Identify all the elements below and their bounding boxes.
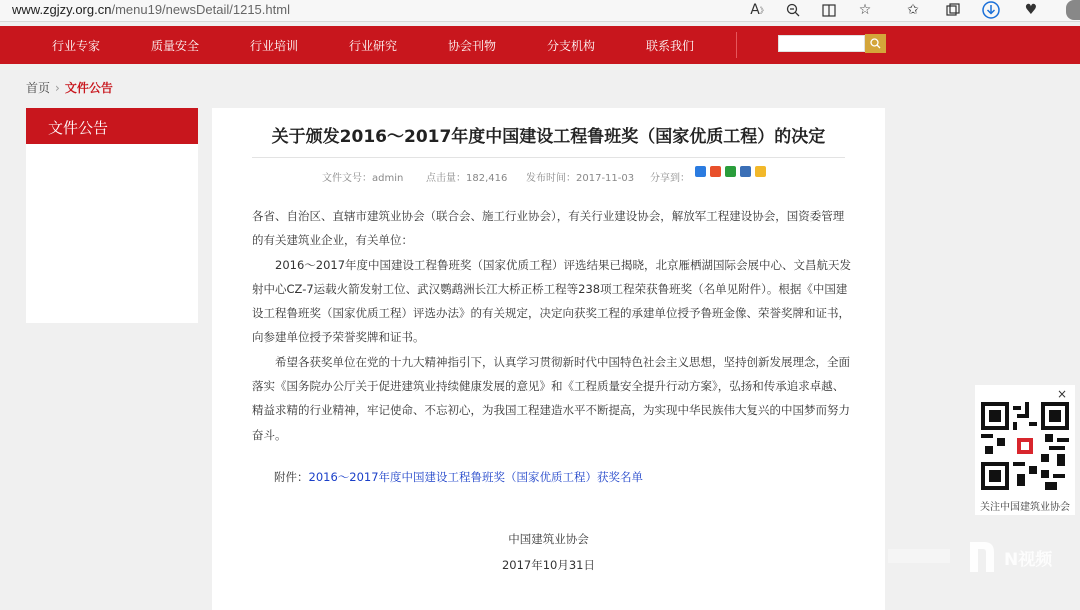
breadcrumb-home[interactable]: 首页 xyxy=(26,81,51,95)
title-divider xyxy=(252,157,845,158)
download-icon[interactable] xyxy=(980,0,1002,20)
sidebar xyxy=(26,108,198,323)
article-body xyxy=(252,204,854,447)
url-path: /menu19/newsDetail/1215.html xyxy=(111,2,290,17)
signer: 中国建筑业协会 xyxy=(508,532,589,546)
favorite-icon[interactable]: ☆ xyxy=(858,2,872,18)
share-plus-icon[interactable] xyxy=(695,166,706,177)
favorites-list-icon[interactable]: ✩ xyxy=(907,2,919,18)
share-weibo-icon[interactable] xyxy=(710,166,721,177)
search-icon xyxy=(870,38,881,49)
meta-doc-no: 文件文号：admin xyxy=(322,173,404,184)
nav-item-contact[interactable]: 联系我们 xyxy=(646,39,695,53)
qr-caption: 关注中国建筑业协会 xyxy=(980,502,1070,513)
browser-toolbar xyxy=(0,0,1080,22)
meta-published: 发布时间：2017-11-03 xyxy=(526,173,635,184)
extensions-icon[interactable]: ♥ xyxy=(1024,2,1038,18)
share-qzone-icon[interactable] xyxy=(755,166,766,177)
chevron-right-icon: › xyxy=(55,81,60,95)
qr-code-icon xyxy=(981,402,1069,490)
main-nav xyxy=(0,26,1080,64)
share-qq-icon[interactable] xyxy=(740,166,751,177)
url-domain: www.zgjzy.org.cn xyxy=(12,2,112,17)
nav-divider xyxy=(736,32,737,58)
sidebar-heading[interactable]: 文件公告 xyxy=(26,108,198,144)
video-logo-icon xyxy=(968,540,996,574)
meta-share-label: 分享到： xyxy=(650,173,690,184)
qr-widget xyxy=(975,385,1075,515)
attachment-link[interactable]: 2016～2017年度中国建设工程鲁班奖（国家优质工程）获奖名单 xyxy=(308,470,644,484)
sign-date: 2017年10月31日 xyxy=(501,558,596,572)
paragraph-hope: 希望各获奖单位在党的十九大精神指引下，认真学习贯彻新时代中国特色社会主义思想，坚持创新发展理念，全面落实《国务院办公厅关于促进建筑业持续健康发展的意见》和《工程质量安全提升行动方案》，弘扬和传承追求卓越、精益求精的行业精神，牢记使命、不忘初心，为我国工程建造水平不断提高，为实现中华民族伟大复兴的中国梦而努力奋斗。 xyxy=(252,354,850,442)
paragraph-announcement: 2016～2017年度中国建设工程鲁班奖（国家优质工程）评选结果已揭晓，北京雁栖湖国际会展中心、文昌航天发射中心CZ-7运载火箭发射工位、武汉鹦鹉洲长江大桥正桥工程等238项工程荣获鲁班奖（名单见附件）。根据《中国建设工程鲁班奖（国家优质工程）评选办法》的有关规定，决定向获奖工程的承建单位授予鲁班金像、荣誉奖牌和证书，向参建单位授予荣誉奖牌和证书。 xyxy=(252,257,852,345)
nav-item-training[interactable]: 行业培训 xyxy=(250,39,299,53)
nav-item-quality-safety[interactable]: 质量安全 xyxy=(151,39,200,53)
close-icon[interactable]: × xyxy=(1056,387,1067,401)
article xyxy=(212,108,885,610)
read-aloud-icon[interactable]: A 》 xyxy=(750,2,768,18)
zoom-out-icon[interactable] xyxy=(782,0,804,20)
nav-item-publications[interactable]: 协会刊物 xyxy=(448,39,497,53)
search-button[interactable] xyxy=(865,34,886,53)
split-screen-icon[interactable] xyxy=(818,0,840,20)
profile-avatar[interactable] xyxy=(1066,0,1080,20)
watermark-strip xyxy=(888,549,950,563)
breadcrumb-current[interactable]: 文件公告 xyxy=(64,81,113,95)
nav-item-branches[interactable]: 分支机构 xyxy=(547,39,596,53)
collections-icon[interactable] xyxy=(942,0,964,20)
nav-item-research[interactable]: 行业研究 xyxy=(349,39,398,53)
meta-clicks: 点击量：182,416 xyxy=(426,173,508,184)
share-renren-icon[interactable] xyxy=(725,166,736,177)
share-icons xyxy=(695,166,766,177)
breadcrumb xyxy=(26,79,113,96)
attachment-label: 附件： xyxy=(274,470,309,484)
search-input[interactable] xyxy=(778,35,865,52)
nav-item-experts[interactable]: 行业专家 xyxy=(52,39,101,53)
paragraph-salutation: 各省、自治区、直辖市建筑业协会（联合会、施工行业协会），有关行业建设协会，解放军工程建设协会，国资委管理的有关建筑业企业，有关单位： xyxy=(252,209,845,248)
article-title: 关于颁发2016～2017年度中国建设工程鲁班奖（国家优质工程）的决定 xyxy=(271,127,826,147)
watermark-text: N视频 xyxy=(1004,550,1053,570)
attachment xyxy=(274,469,643,485)
address-bar[interactable] xyxy=(12,2,290,17)
